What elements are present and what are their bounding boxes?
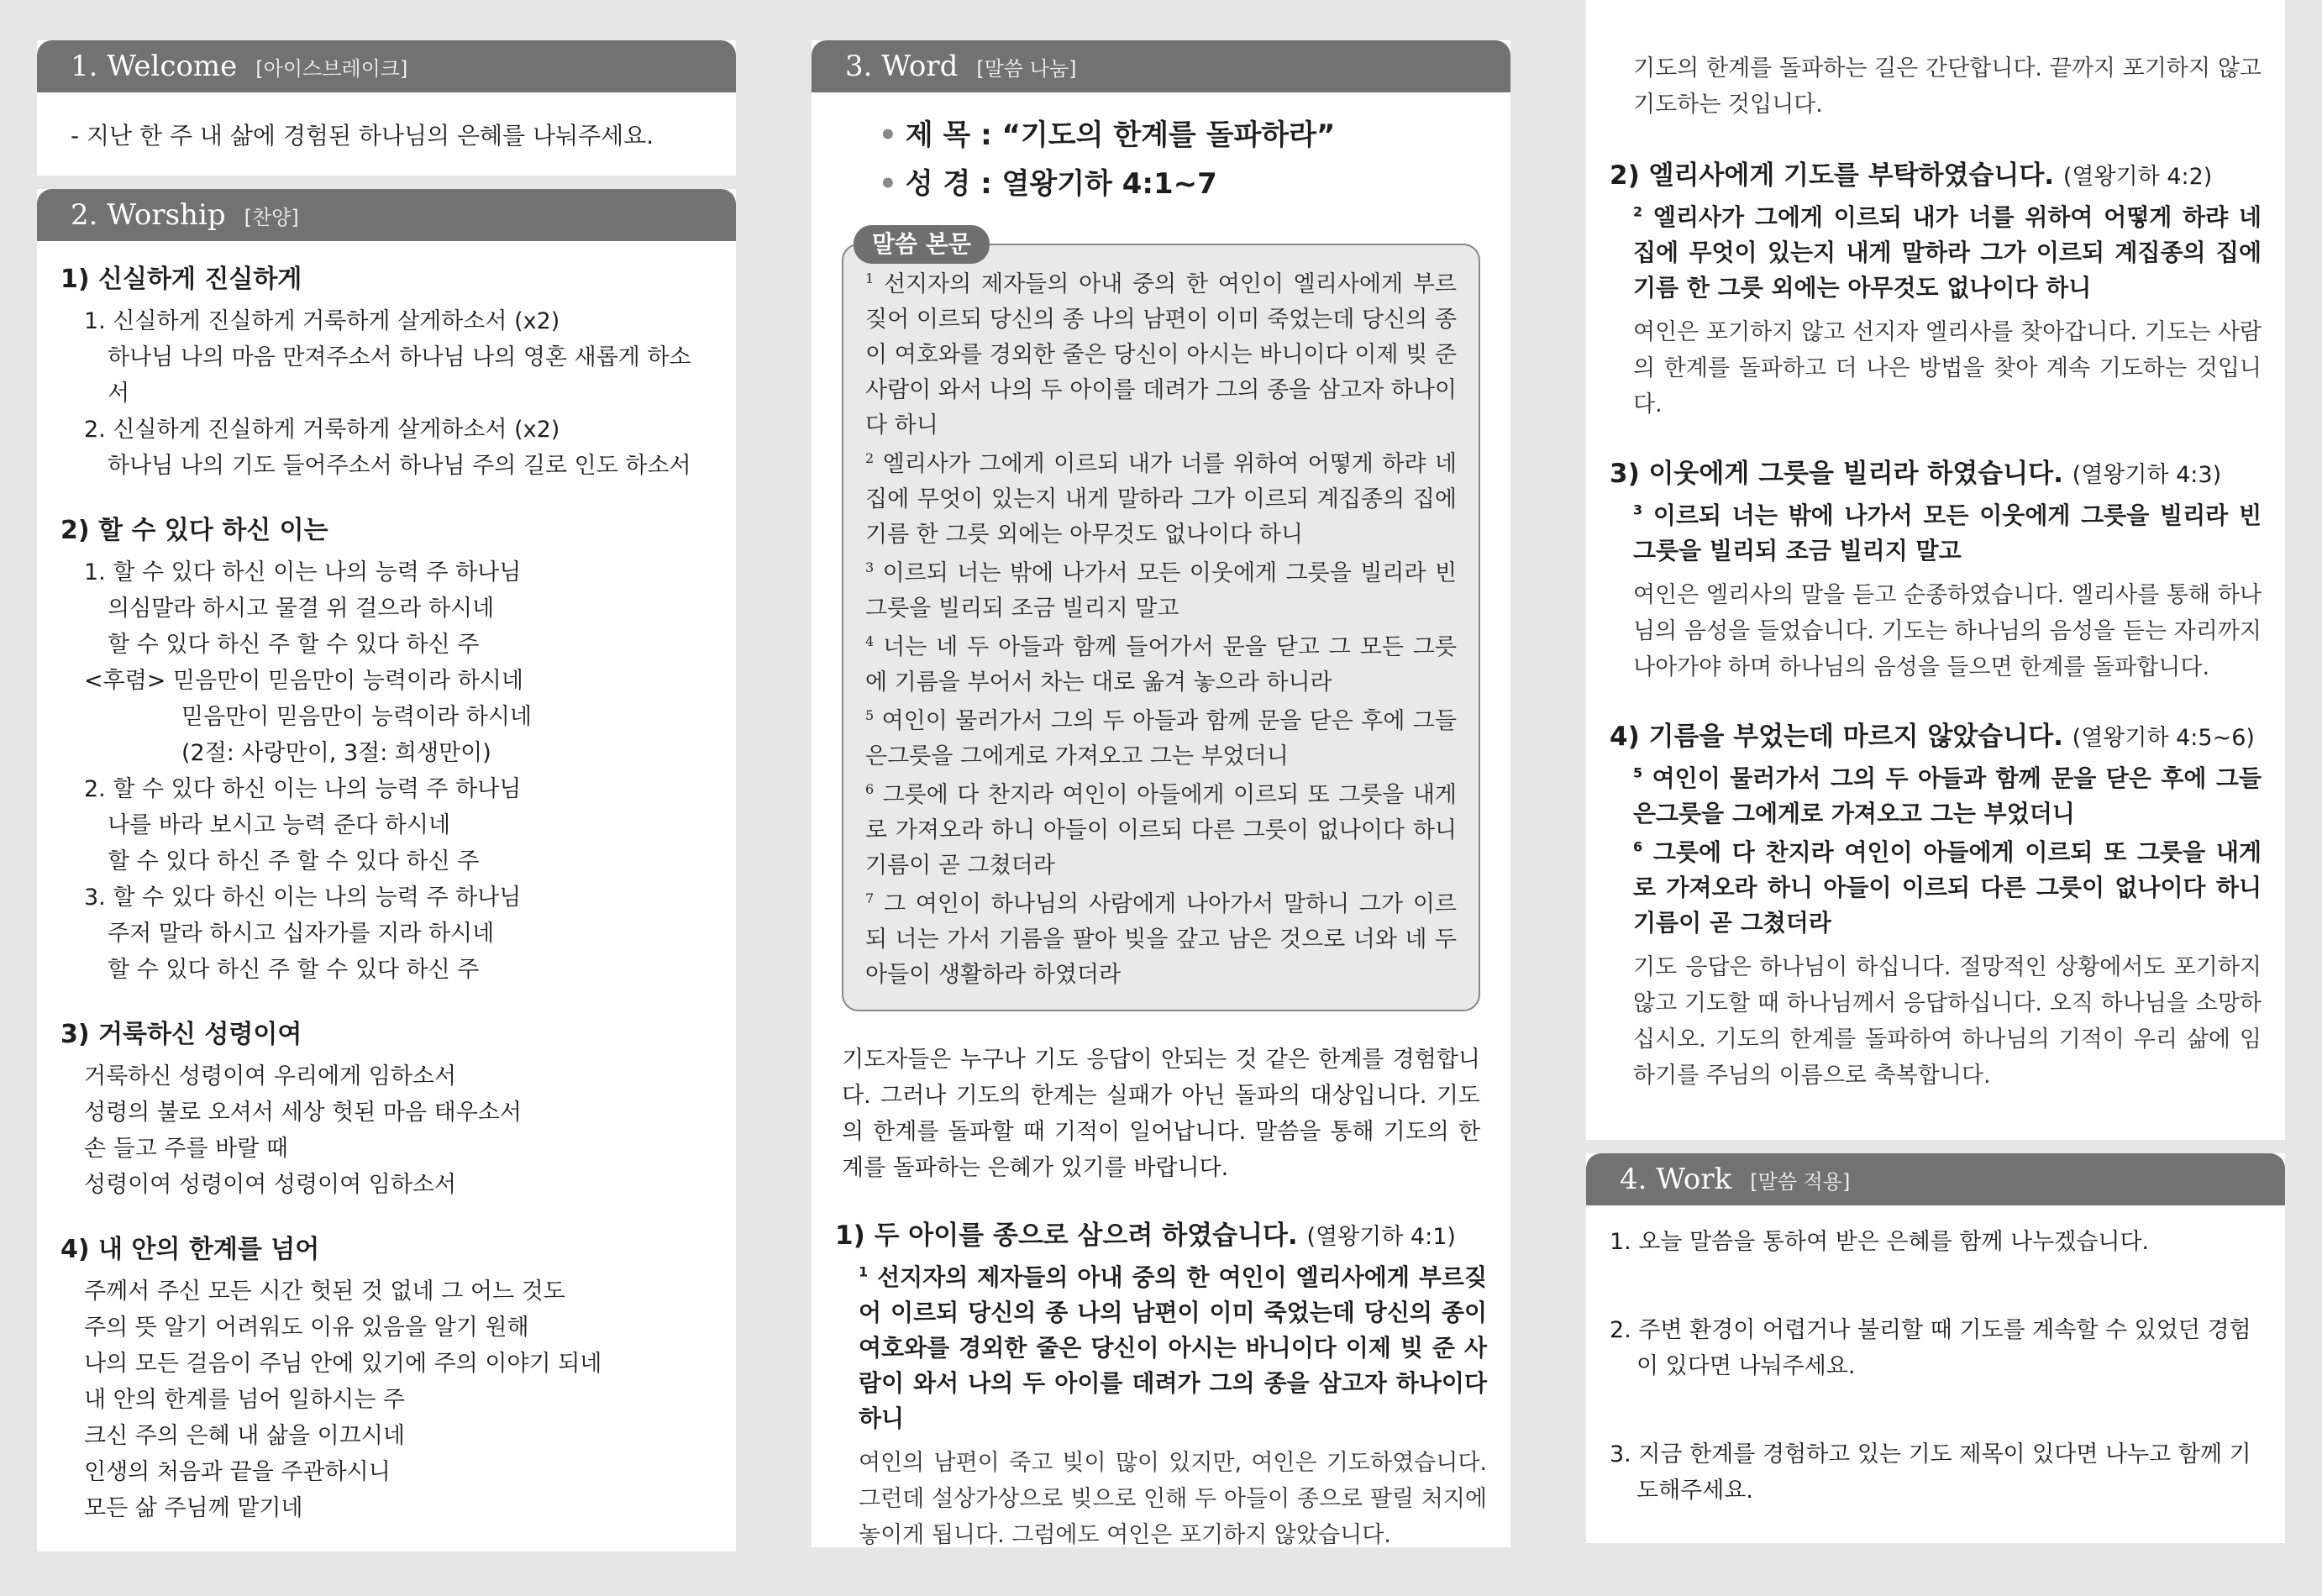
lyric-line: 성령이여 성령이여 성령이여 임하소서: [84, 1172, 457, 1198]
point-note: 여인은 엘리사의 말을 듣고 순종하였습니다. 엘리사를 통해 하나님의 음성을 들었습니다. 기도는 하나님의 음성을 듣는 자리까지 나아가야 하며 하나님의 음성을 들으면 한계를 돌파합니다.: [1633, 582, 2262, 680]
point-quote: [1610, 835, 2262, 941]
lyric-line: 1. 할 수 있다 하신 이는 나의 능력 주 하나님: [84, 559, 522, 585]
verse-number: 5: [1633, 764, 1643, 781]
point-reference: (열왕기하 4:3): [2072, 462, 2222, 488]
section-subtitle: [아이스브레이크]: [255, 56, 408, 81]
verse-text: 그릇에 다 찬지라 여인이 아들에게 이르되 또 그릇을 내게로 가져오라 하니 아들이 이르되 다른 그릇이 없나이다 하니 기름이 곧 그쳤더라: [865, 782, 1457, 879]
section-title: 3. Word: [845, 50, 959, 83]
bullet: •: [879, 118, 897, 152]
work-section: [1586, 1153, 2285, 1543]
lyric-line: 할 수 있다 하신 주 할 수 있다 하신 주: [108, 957, 480, 983]
song-title: 1) 신실하게 진실하게: [60, 265, 302, 294]
point-reference: (열왕기하 4:5~6): [2072, 725, 2255, 751]
verse-number: 5: [865, 707, 875, 723]
section-title: 4. Work: [1620, 1163, 1732, 1196]
point-title: [835, 1216, 1487, 1257]
verse-number: 3: [1633, 501, 1643, 518]
point-quote: [1610, 498, 2262, 569]
word-continued: [1586, 0, 2285, 1140]
sermon-points: [1610, 156, 2262, 1094]
section-title: 1. Welcome: [71, 50, 238, 83]
quote-text: 선지자의 제자들의 아내 중의 한 여인이 엘리사에게 부르짖어 이르되 당신의 종 나의 남편이 이미 죽었는데 당신의 종이 여호와를 경외한 줄은 당신이 아시는 바니이다 이제 빚 준 사람이 와서 나의 두 아이를 데려가 그의 종을 삼고자 하나이다 하니: [859, 1263, 1487, 1432]
point-title: [1610, 454, 2262, 495]
lyric-line: 성령의 불로 오셔서 세상 헛된 마음 태우소서: [84, 1100, 522, 1126]
column-middle: [812, 40, 1510, 1547]
point-heading: 1) 두 아이를 종으로 삼으려 하였습니다.: [835, 1221, 1298, 1251]
word-header: [812, 40, 1510, 92]
lyric-line: 의심말라 하시고 물결 위 걸으라 하시네: [108, 596, 495, 622]
lyric-line: 할 수 있다 하신 주 할 수 있다 하신 주: [108, 848, 480, 874]
verse-number: 7: [865, 890, 875, 906]
sermon-passage: • 성 경 : 열왕기하 4:1~7: [879, 167, 1217, 201]
quote-text: 그릇에 다 찬지라 여인이 아들에게 이르되 또 그릇을 내게로 가져오라 하니 아들이 이르되 다른 그릇이 없나이다 하니 기름이 곧 그쳤더라: [1633, 838, 2262, 937]
lyric-line: 크신 주의 은혜 내 삶을 이끄시네: [84, 1423, 405, 1449]
section-subtitle: [말씀 나눔]: [976, 56, 1077, 81]
verse-number: 2: [865, 450, 875, 466]
point-heading: 3) 이웃에게 그릇을 빌리라 하였습니다.: [1610, 459, 2063, 489]
lyric-line: 2. 할 수 있다 하신 이는 나의 능력 주 하나님: [84, 776, 522, 802]
lyric-line: 모든 삶 주님께 맡기네: [84, 1495, 303, 1521]
work-question: 1. 오늘 말씀을 통하여 받은 은혜를 함께 나누겠습니다.: [1610, 1229, 2150, 1255]
quote-text: 엘리사가 그에게 이르되 내가 너를 위하여 어떻게 하랴 네 집에 무엇이 있는지 내게 말하라 그가 이르되 계집종의 집에 기름 한 그릇 외에는 아무것도 없나이다 하니: [1633, 203, 2262, 302]
lyric-line: 주의 뜻 알기 어려워도 이유 있음을 알기 원해: [84, 1315, 529, 1341]
welcome-text: - 지난 한 주 내 삶에 경험된 하나님의 은혜를 나눠주세요.: [71, 122, 654, 150]
verse-number: 6: [865, 781, 875, 797]
verse-text: 이르되 너는 밖에 나가서 모든 이웃에게 그릇을 빌리라 빈 그릇을 빌리되 조금 빌리지 말고: [865, 560, 1457, 622]
lyric-line: 손 들고 주를 바랄 때: [84, 1136, 288, 1162]
lyric-line: 3. 할 수 있다 하신 이는 나의 능력 주 하나님: [84, 885, 522, 911]
worship-section: [37, 189, 736, 1551]
point-reference: (열왕기하 4:2): [2062, 164, 2213, 190]
quote-text: 여인이 물러가서 그의 두 아들과 함께 문을 닫은 후에 그들은그릇을 그에게로 가져오고 그는 부었더니: [1633, 764, 2262, 827]
lyric-line: 2. 신실하게 진실하게 거룩하게 살게하소서 (x2): [84, 417, 560, 443]
verse-number: 1: [865, 270, 875, 286]
point-quote: [1610, 761, 2262, 832]
section-subtitle: [찬양]: [244, 205, 299, 229]
point-quote: [1610, 200, 2262, 306]
verse-number: 2: [1633, 203, 1643, 220]
verse: [865, 887, 1457, 993]
bullet: •: [879, 167, 897, 201]
verse-number: 1: [859, 1263, 869, 1280]
scripture-label: 말씀 본문: [854, 225, 990, 264]
lyric-line: (2절: 사랑만이, 3절: 희생만이): [181, 740, 491, 766]
verse-number: 6: [1633, 838, 1643, 855]
verse: [865, 447, 1457, 553]
column-left: [37, 40, 736, 1551]
point-note: 기도 응답은 하나님이 하십니다. 절망적인 상황에서도 포기하지 않고 기도할 때 하나님께서 응답하십니다. 오직 하나님을 소망하십시오. 기도의 한계를 돌파하여 하나님의 기적이 우리 삶에 임하기를 주님의 이름으로 축복합니다.: [1633, 954, 2262, 1089]
lyric-line: 주께서 주신 모든 시간 헛된 것 없네 그 어느 것도: [84, 1278, 565, 1305]
lyric-line: 주저 말라 하시고 십자가를 지라 하시네: [108, 921, 495, 947]
welcome-header: [37, 40, 736, 92]
verse: [865, 778, 1457, 884]
verse-text: 엘리사가 그에게 이르되 내가 너를 위하여 어떻게 하랴 네 집에 무엇이 있는지 내게 말하라 그가 이르되 계집종의 집에 기름 한 그릇 외에는 아무것도 없나이다 하니: [865, 451, 1457, 548]
point-reference: (열왕기하 4:1): [1306, 1224, 1456, 1250]
work-question: 2. 주변 환경이 어렵거나 불리할 때 기도를 계속할 수 있었던 경험이 있다면 나눠주세요.: [1610, 1317, 2251, 1379]
lyric-line: 하나님 나의 기도 들어주소서 하나님 주의 길로 인도 하소서: [108, 453, 691, 479]
point-title: [1610, 717, 2262, 758]
song-title: 4) 내 안의 한계를 넘어: [60, 1235, 320, 1264]
verse-text: 선지자의 제자들의 아내 중의 한 여인이 엘리사에게 부르짖어 이르되 당신의 종 나의 남편이 이미 죽었는데 당신의 종이 여호와를 경외한 줄은 당신이 아시는 바니이다 이제 빚 준 사람이 와서 나의 두 아이를 데려가 그의 종을 삼고자 하나이다 하니: [865, 271, 1457, 438]
lyric-line: 믿음만이 믿음만이 능력이라 하시네: [181, 704, 532, 730]
lyric-line: 나를 바라 보시고 능력 준다 하시네: [108, 812, 451, 838]
verse-text: 여인이 물러가서 그의 두 아들과 함께 문을 닫은 후에 그들은그릇을 그에게로 가져오고 그는 부었더니: [865, 708, 1457, 769]
section-title: 2. Worship: [71, 198, 226, 232]
verse-text: 너는 네 두 아들과 함께 들어가서 문을 닫고 그 모든 그릇에 기름을 부어서 차는 대로 옮겨 놓으라 하니라: [865, 634, 1457, 696]
lyric-line: 1. 신실하게 진실하게 거룩하게 살게하소서 (x2): [84, 308, 560, 334]
continued-text: 기도의 한계를 돌파하는 길은 간단합니다. 끝까지 포기하지 않고 기도하는 것입니다.: [1633, 55, 2262, 118]
work-question: 3. 지금 한계를 경험하고 있는 기도 제목이 있다면 나누고 함께 기도해주세요.: [1610, 1441, 2251, 1504]
verse: [865, 556, 1457, 627]
verse: [865, 704, 1457, 774]
sermon-points: [835, 1216, 1487, 1553]
section-subtitle: [말씀 적용]: [1750, 1169, 1851, 1194]
scripture-verses: [865, 267, 1457, 993]
lyric-line: 내 안의 한계를 넘어 일하시는 주: [84, 1387, 405, 1413]
verse-text: 그 여인이 하나님의 사람에게 나아가서 말하니 그가 이르되 너는 가서 기름을 팔아 빚을 갚고 남은 것으로 너와 네 두 아들이 생활하라 하였더라: [865, 891, 1457, 988]
lyric-line: 거룩하신 성령이여 우리에게 임하소서: [84, 1063, 457, 1089]
verse: [865, 267, 1457, 444]
work-header: [1586, 1153, 2285, 1205]
point-quote: [835, 1260, 1487, 1436]
song-title: 3) 거룩하신 성령이여: [60, 1020, 302, 1049]
scripture-box: [842, 230, 1480, 1011]
word-section: [812, 40, 1510, 1547]
point-title: [1610, 156, 2262, 197]
verse: [865, 630, 1457, 701]
column-right: [1586, 40, 2285, 1543]
work-questions: [1586, 1205, 2285, 1529]
point-heading: 2) 엘리사에게 기도를 부탁하였습니다.: [1610, 160, 2055, 191]
welcome-section: [37, 40, 736, 176]
song-title: 2) 할 수 있다 하신 이는: [60, 516, 328, 545]
worship-songs: [37, 241, 736, 1551]
quote-text: 이르되 너는 밖에 나가서 모든 이웃에게 그릇을 빌리라 빈 그릇을 빌리되 조금 빌리지 말고: [1633, 501, 2262, 564]
lyric-line: <후렴> 믿음만이 믿음만이 능력이라 하시네: [84, 668, 523, 694]
sermon-intro: 기도자들은 누구나 기도 응답이 안되는 것 같은 한계를 경험합니다. 그러나 기도의 한계는 실패가 아닌 돌파의 대상입니다. 기도의 한계를 돌파할 때 기적이 일어납니다. 말씀을 통해 기도의 한계를 돌파하는 은혜가 있기를 바랍니다.: [842, 1047, 1480, 1181]
lyric-line: 인생의 처음과 끝을 주관하시니: [84, 1459, 391, 1485]
point-heading: 4) 기름을 부었는데 마르지 않았습니다.: [1610, 722, 2063, 752]
lyric-line: 나의 모든 걸음이 주님 안에 있기에 주의 이야기 되네: [84, 1351, 602, 1377]
point-note: 여인은 포기하지 않고 선지자 엘리사를 찾아갑니다. 기도는 사람의 한계를 돌파하고 더 나은 방법을 찾아 계속 기도하는 것입니다.: [1633, 319, 2262, 417]
point-note: 여인의 남편이 죽고 빚이 많이 있지만, 여인은 기도하였습니다. 그런데 설상가상으로 빚으로 인해 두 아들이 종으로 팔릴 처지에 놓이게 됩니다. 그럼에도 여인은 포기하지 않았습니다.: [859, 1450, 1487, 1548]
sermon-title: • 제 목 : “기도의 한계를 돌파하라”: [879, 118, 1336, 152]
lyric-line: 할 수 있다 하신 주 할 수 있다 하신 주: [108, 632, 480, 658]
lyric-line: 하나님 나의 마음 만져주소서 하나님 나의 영혼 새롭게 하소서: [108, 344, 691, 407]
verse-number: 3: [865, 559, 875, 575]
worship-header: [37, 189, 736, 241]
verse-number: 4: [865, 633, 875, 649]
